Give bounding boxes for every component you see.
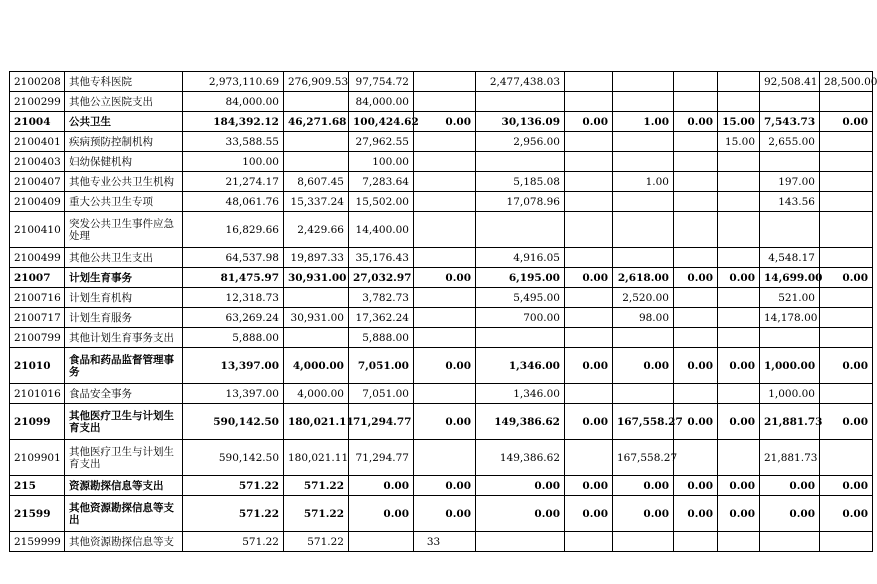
budget-table — [9, 71, 877, 552]
cell-amount-col-3: 17,362.24 — [349, 308, 414, 328]
cell-amount-col-4: 0.00 — [414, 268, 476, 288]
cell-amount-col-8 — [674, 172, 718, 192]
cell-amount-col-1: 590,142.50 — [183, 440, 284, 476]
cell-account-code: 2100401 — [10, 132, 65, 152]
cell-amount-col-3: 100,424.62 — [349, 112, 414, 132]
cell-amount-col-3: 0.00 — [349, 476, 414, 496]
cell-amount-col-6 — [565, 212, 613, 248]
cell-amount-col-10: 1,000.00 — [760, 348, 820, 384]
cell-amount-col-11: 0.00 — [820, 268, 873, 288]
table-row — [10, 308, 873, 328]
cell-amount-col-8 — [674, 384, 718, 404]
cell-account-code: 215 — [10, 476, 65, 496]
cell-amount-col-5: 5,495.00 — [476, 288, 565, 308]
cell-amount-col-7: 1.00 — [613, 112, 674, 132]
cell-account-name: 其他公立医院支出 — [65, 92, 183, 112]
cell-amount-col-10 — [760, 152, 820, 172]
cell-account-name: 其他公共卫生支出 — [65, 248, 183, 268]
cell-amount-col-10: 197.00 — [760, 172, 820, 192]
cell-amount-col-1: 571.22 — [183, 496, 284, 532]
cell-amount-col-1: 5,888.00 — [183, 328, 284, 348]
table-row — [10, 92, 873, 112]
cell-amount-col-11 — [820, 192, 873, 212]
cell-amount-col-10: 0.00 — [760, 496, 820, 532]
cell-amount-col-10: 7,543.73 — [760, 112, 820, 132]
cell-amount-col-11 — [820, 384, 873, 404]
cell-amount-col-4: 0.00 — [414, 404, 476, 440]
cell-amount-col-6: 0.00 — [565, 404, 613, 440]
table-row — [10, 192, 873, 212]
cell-amount-col-2: 4,000.00 — [284, 384, 349, 404]
cell-amount-col-8 — [674, 132, 718, 152]
cell-amount-col-2: 571.22 — [284, 476, 349, 496]
cell-amount-col-10: 2,655.00 — [760, 132, 820, 152]
cell-amount-col-10: 1,000.00 — [760, 384, 820, 404]
table-row — [10, 328, 873, 348]
cell-amount-col-11 — [820, 288, 873, 308]
cell-amount-col-3: 3,782.73 — [349, 288, 414, 308]
cell-amount-col-9 — [718, 152, 760, 172]
table-row — [10, 152, 873, 172]
cell-amount-col-2 — [284, 288, 349, 308]
cell-account-name: 计划生育服务 — [65, 308, 183, 328]
cell-amount-col-7 — [613, 384, 674, 404]
cell-amount-col-6 — [565, 172, 613, 192]
cell-amount-col-2: 2,429.66 — [284, 212, 349, 248]
cell-account-code: 2100716 — [10, 288, 65, 308]
cell-amount-col-8 — [674, 308, 718, 328]
cell-amount-col-5 — [476, 92, 565, 112]
cell-account-name: 公共卫生 — [65, 112, 183, 132]
cell-account-name: 食品和药品监督管理事务 — [65, 348, 183, 384]
cell-account-name: 其他专业公共卫生机构 — [65, 172, 183, 192]
cell-amount-col-4: 0.00 — [414, 496, 476, 532]
cell-amount-col-9 — [718, 328, 760, 348]
cell-amount-col-10: 4,548.17 — [760, 248, 820, 268]
cell-amount-col-1: 571.22 — [183, 476, 284, 496]
cell-amount-col-4: 0.00 — [414, 112, 476, 132]
cell-amount-col-11: 28,500.00 — [820, 72, 873, 92]
cell-amount-col-6 — [565, 192, 613, 212]
cell-amount-col-4: 0.00 — [414, 348, 476, 384]
table-row — [10, 348, 873, 384]
cell-amount-col-2 — [284, 132, 349, 152]
cell-amount-col-2: 15,337.24 — [284, 192, 349, 212]
cell-account-code: 2100407 — [10, 172, 65, 192]
cell-amount-col-6: 0.00 — [565, 112, 613, 132]
cell-amount-col-10 — [760, 212, 820, 248]
table-row — [10, 132, 873, 152]
cell-amount-col-1: 100.00 — [183, 152, 284, 172]
cell-amount-col-11: 0.00 — [820, 476, 873, 496]
cell-amount-col-4 — [414, 132, 476, 152]
cell-amount-col-1: 12,318.73 — [183, 288, 284, 308]
cell-amount-col-4 — [414, 152, 476, 172]
table-row — [10, 404, 873, 440]
cell-amount-col-8 — [674, 440, 718, 476]
cell-account-code: 2100799 — [10, 328, 65, 348]
cell-amount-col-2: 30,931.00 — [284, 268, 349, 288]
cell-account-code: 2100299 — [10, 92, 65, 112]
cell-account-code: 2100403 — [10, 152, 65, 172]
cell-amount-col-3: 14,400.00 — [349, 212, 414, 248]
cell-amount-col-5 — [476, 328, 565, 348]
cell-amount-col-3: 100.00 — [349, 152, 414, 172]
cell-amount-col-7 — [613, 132, 674, 152]
cell-amount-col-1: 84,000.00 — [183, 92, 284, 112]
cell-amount-col-8 — [674, 192, 718, 212]
cell-account-name: 其他资源勘探信息等支出 — [65, 496, 183, 532]
cell-amount-col-7: 167,558.27 — [613, 440, 674, 476]
cell-amount-col-4 — [414, 440, 476, 476]
table-row — [10, 212, 873, 248]
cell-amount-col-6 — [565, 152, 613, 172]
cell-amount-col-3: 71,294.77 — [349, 440, 414, 476]
cell-amount-col-7: 0.00 — [613, 496, 674, 532]
cell-account-code: 2100410 — [10, 212, 65, 248]
cell-amount-col-9 — [718, 440, 760, 476]
cell-amount-col-2: 276,909.53 — [284, 72, 349, 92]
cell-amount-col-2 — [284, 152, 349, 172]
cell-account-code: 21099 — [10, 404, 65, 440]
cell-account-name: 突发公共卫生事件应急处理 — [65, 212, 183, 248]
cell-amount-col-5: 4,916.05 — [476, 248, 565, 268]
cell-amount-col-6 — [565, 308, 613, 328]
cell-amount-col-8: 0.00 — [674, 268, 718, 288]
cell-amount-col-9: 0.00 — [718, 496, 760, 532]
cell-amount-col-9: 0.00 — [718, 268, 760, 288]
cell-amount-col-7: 2,520.00 — [613, 288, 674, 308]
cell-amount-col-10 — [760, 92, 820, 112]
cell-amount-col-11 — [820, 212, 873, 248]
cell-amount-col-1: 21,274.17 — [183, 172, 284, 192]
cell-amount-col-2: 571.22 — [284, 496, 349, 532]
cell-amount-col-3: 7,051.00 — [349, 348, 414, 384]
cell-amount-col-6 — [565, 72, 613, 92]
cell-amount-col-3: 27,962.55 — [349, 132, 414, 152]
cell-amount-col-10: 0.00 — [760, 476, 820, 496]
cell-amount-col-6 — [565, 288, 613, 308]
cell-amount-col-10: 521.00 — [760, 288, 820, 308]
cell-amount-col-11 — [820, 172, 873, 192]
cell-account-name: 食品安全事务 — [65, 384, 183, 404]
cell-amount-col-6 — [565, 384, 613, 404]
cell-account-code: 21599 — [10, 496, 65, 532]
cell-amount-col-10: 21,881.73 — [760, 404, 820, 440]
cell-account-name: 其他医疗卫生与计划生育支出 — [65, 404, 183, 440]
cell-amount-col-3: 97,754.72 — [349, 72, 414, 92]
cell-account-name: 计划生育事务 — [65, 268, 183, 288]
cell-amount-col-4 — [414, 72, 476, 92]
table-row — [10, 384, 873, 404]
cell-amount-col-5: 1,346.00 — [476, 348, 565, 384]
cell-amount-col-9 — [718, 384, 760, 404]
cell-amount-col-3: 7,283.64 — [349, 172, 414, 192]
cell-amount-col-3: 15,502.00 — [349, 192, 414, 212]
cell-account-code: 2109901 — [10, 440, 65, 476]
cell-amount-col-6 — [565, 248, 613, 268]
cell-amount-col-3: 84,000.00 — [349, 92, 414, 112]
cell-account-code: 2100409 — [10, 192, 65, 212]
cell-amount-col-8: 0.00 — [674, 496, 718, 532]
cell-amount-col-7 — [613, 212, 674, 248]
cell-amount-col-7: 1.00 — [613, 172, 674, 192]
cell-amount-col-2: 8,607.45 — [284, 172, 349, 192]
cell-amount-col-9 — [718, 92, 760, 112]
cell-amount-col-5: 2,477,438.03 — [476, 72, 565, 92]
table-row — [10, 112, 873, 132]
cell-amount-col-9: 15.00 — [718, 112, 760, 132]
table-row — [10, 496, 873, 532]
cell-amount-col-9 — [718, 248, 760, 268]
cell-amount-col-2: 4,000.00 — [284, 348, 349, 384]
cell-amount-col-7 — [613, 92, 674, 112]
cell-amount-col-6 — [565, 92, 613, 112]
cell-amount-col-4 — [414, 172, 476, 192]
cell-amount-col-10 — [760, 328, 820, 348]
cell-account-name: 疾病预防控制机构 — [65, 132, 183, 152]
cell-amount-col-2 — [284, 328, 349, 348]
cell-amount-col-11 — [820, 308, 873, 328]
cell-amount-col-7 — [613, 328, 674, 348]
table-row — [10, 440, 873, 476]
cell-amount-col-1: 13,397.00 — [183, 384, 284, 404]
cell-account-name: 其他医疗卫生与计划生育支出 — [65, 440, 183, 476]
cell-account-name: 其他专科医院 — [65, 72, 183, 92]
cell-amount-col-10: 21,881.73 — [760, 440, 820, 476]
cell-amount-col-2: 571.22 — [284, 532, 349, 552]
cell-amount-col-11 — [820, 328, 873, 348]
cell-amount-col-6: 0.00 — [565, 268, 613, 288]
cell-amount-col-3: 71,294.77 — [349, 404, 414, 440]
cell-account-code: 2100499 — [10, 248, 65, 268]
cell-amount-col-11 — [820, 92, 873, 112]
cell-amount-col-11: 0.00 — [820, 496, 873, 532]
cell-amount-col-4 — [414, 192, 476, 212]
cell-amount-col-5 — [476, 212, 565, 248]
cell-amount-col-10: 14,178.00 — [760, 308, 820, 328]
cell-amount-col-8 — [674, 288, 718, 308]
cell-amount-col-11 — [820, 152, 873, 172]
cell-amount-col-1: 590,142.50 — [183, 404, 284, 440]
cell-amount-col-6: 0.00 — [565, 476, 613, 496]
cell-account-code: 2100717 — [10, 308, 65, 328]
cell-amount-col-3: 0.00 — [349, 496, 414, 532]
table-row — [10, 288, 873, 308]
cell-amount-col-9 — [718, 288, 760, 308]
cell-amount-col-1: 81,475.97 — [183, 268, 284, 288]
cell-amount-col-1: 13,397.00 — [183, 348, 284, 384]
page-number: 33 — [426, 536, 441, 548]
cell-amount-col-6: 0.00 — [565, 496, 613, 532]
cell-amount-col-5: 700.00 — [476, 308, 565, 328]
table-row — [10, 72, 873, 92]
cell-amount-col-1: 33,588.55 — [183, 132, 284, 152]
cell-amount-col-5: 30,136.09 — [476, 112, 565, 132]
table-body — [10, 72, 877, 552]
cell-account-code: 21007 — [10, 268, 65, 288]
cell-account-code: 21010 — [10, 348, 65, 384]
cell-amount-col-3: 5,888.00 — [349, 328, 414, 348]
table-row — [10, 268, 873, 288]
cell-amount-col-5 — [476, 152, 565, 172]
cell-amount-col-2: 180,021.11 — [284, 440, 349, 476]
cell-amount-col-8: 0.00 — [674, 404, 718, 440]
cell-account-code: 2100208 — [10, 72, 65, 92]
cell-amount-col-5: 149,386.62 — [476, 440, 565, 476]
cell-account-code: 2101016 — [10, 384, 65, 404]
cell-account-code: 2159999 — [10, 532, 65, 552]
cell-amount-col-9 — [718, 212, 760, 248]
cell-amount-col-10: 14,699.00 — [760, 268, 820, 288]
cell-amount-col-5: 17,078.96 — [476, 192, 565, 212]
cell-amount-col-9 — [718, 192, 760, 212]
cell-amount-col-10: 143.56 — [760, 192, 820, 212]
cell-amount-col-9 — [718, 308, 760, 328]
cell-amount-col-5: 6,195.00 — [476, 268, 565, 288]
cell-amount-col-2: 30,931.00 — [284, 308, 349, 328]
cell-account-name: 其他计划生育事务支出 — [65, 328, 183, 348]
cell-amount-col-8 — [674, 152, 718, 172]
cell-amount-col-1: 64,537.98 — [183, 248, 284, 268]
cell-amount-col-8: 0.00 — [674, 348, 718, 384]
cell-amount-col-11: 0.00 — [820, 112, 873, 132]
cell-amount-col-1: 571.22 — [183, 532, 284, 552]
cell-amount-col-3: 27,032.97 — [349, 268, 414, 288]
cell-amount-col-1: 48,061.76 — [183, 192, 284, 212]
cell-amount-col-9: 0.00 — [718, 348, 760, 384]
cell-account-name: 计划生育机构 — [65, 288, 183, 308]
cell-amount-col-6 — [565, 440, 613, 476]
cell-account-name: 妇幼保健机构 — [65, 152, 183, 172]
cell-amount-col-7: 2,618.00 — [613, 268, 674, 288]
cell-amount-col-9: 15.00 — [718, 132, 760, 152]
cell-amount-col-9: 0.00 — [718, 404, 760, 440]
cell-amount-col-4 — [414, 92, 476, 112]
cell-amount-col-9 — [718, 172, 760, 192]
cell-amount-col-2: 46,271.68 — [284, 112, 349, 132]
cell-amount-col-7: 167,558.27 — [613, 404, 674, 440]
cell-account-name: 重大公共卫生专项 — [65, 192, 183, 212]
cell-amount-col-3: 7,051.00 — [349, 384, 414, 404]
cell-amount-col-4 — [414, 384, 476, 404]
cell-amount-col-2: 19,897.33 — [284, 248, 349, 268]
cell-amount-col-4 — [414, 328, 476, 348]
cell-amount-col-8: 0.00 — [674, 112, 718, 132]
cell-amount-col-4 — [414, 248, 476, 268]
cell-amount-col-7: 98.00 — [613, 308, 674, 328]
cell-amount-col-4 — [414, 212, 476, 248]
cell-amount-col-4: 0.00 — [414, 476, 476, 496]
cell-amount-col-7 — [613, 192, 674, 212]
cell-amount-col-4 — [414, 308, 476, 328]
cell-amount-col-5: 5,185.08 — [476, 172, 565, 192]
cell-amount-col-8: 0.00 — [674, 476, 718, 496]
cell-amount-col-11 — [820, 440, 873, 476]
cell-amount-col-8 — [674, 328, 718, 348]
cell-amount-col-8 — [674, 72, 718, 92]
cell-amount-col-1: 63,269.24 — [183, 308, 284, 328]
cell-amount-col-11 — [820, 132, 873, 152]
cell-amount-col-8 — [674, 92, 718, 112]
cell-amount-col-6 — [565, 328, 613, 348]
cell-account-name: 资源勘探信息等支出 — [65, 476, 183, 496]
cell-amount-col-6: 0.00 — [565, 348, 613, 384]
cell-amount-col-5: 1,346.00 — [476, 384, 565, 404]
cell-amount-col-8 — [674, 212, 718, 248]
table-row — [10, 248, 873, 268]
cell-amount-col-2: 180,021.11 — [284, 404, 349, 440]
cell-amount-col-7 — [613, 152, 674, 172]
cell-amount-col-9: 0.00 — [718, 476, 760, 496]
cell-amount-col-9 — [718, 72, 760, 92]
cell-amount-col-11: 0.00 — [820, 404, 873, 440]
table-row — [10, 476, 873, 496]
cell-amount-col-7: 0.00 — [613, 476, 674, 496]
cell-amount-col-7 — [613, 248, 674, 268]
cell-amount-col-11 — [820, 248, 873, 268]
cell-amount-col-8 — [674, 248, 718, 268]
cell-amount-col-7 — [613, 72, 674, 92]
cell-amount-col-6 — [565, 132, 613, 152]
cell-amount-col-2 — [284, 92, 349, 112]
cell-amount-col-5: 0.00 — [476, 476, 565, 496]
cell-amount-col-3: 35,176.43 — [349, 248, 414, 268]
cell-account-code: 21004 — [10, 112, 65, 132]
cell-account-name: 其他资源勘探信息等支 — [65, 532, 183, 552]
cell-amount-col-1: 2,973,110.69 — [183, 72, 284, 92]
cell-amount-col-5: 2,956.00 — [476, 132, 565, 152]
cell-amount-col-5: 0.00 — [476, 496, 565, 532]
cell-amount-col-11: 0.00 — [820, 348, 873, 384]
cell-amount-col-1: 184,392.12 — [183, 112, 284, 132]
cell-amount-col-5: 149,386.62 — [476, 404, 565, 440]
cell-amount-col-7: 0.00 — [613, 348, 674, 384]
table-row — [10, 172, 873, 192]
cell-amount-col-4 — [414, 288, 476, 308]
cell-amount-col-10: 92,508.41 — [760, 72, 820, 92]
cell-amount-col-1: 16,829.66 — [183, 212, 284, 248]
